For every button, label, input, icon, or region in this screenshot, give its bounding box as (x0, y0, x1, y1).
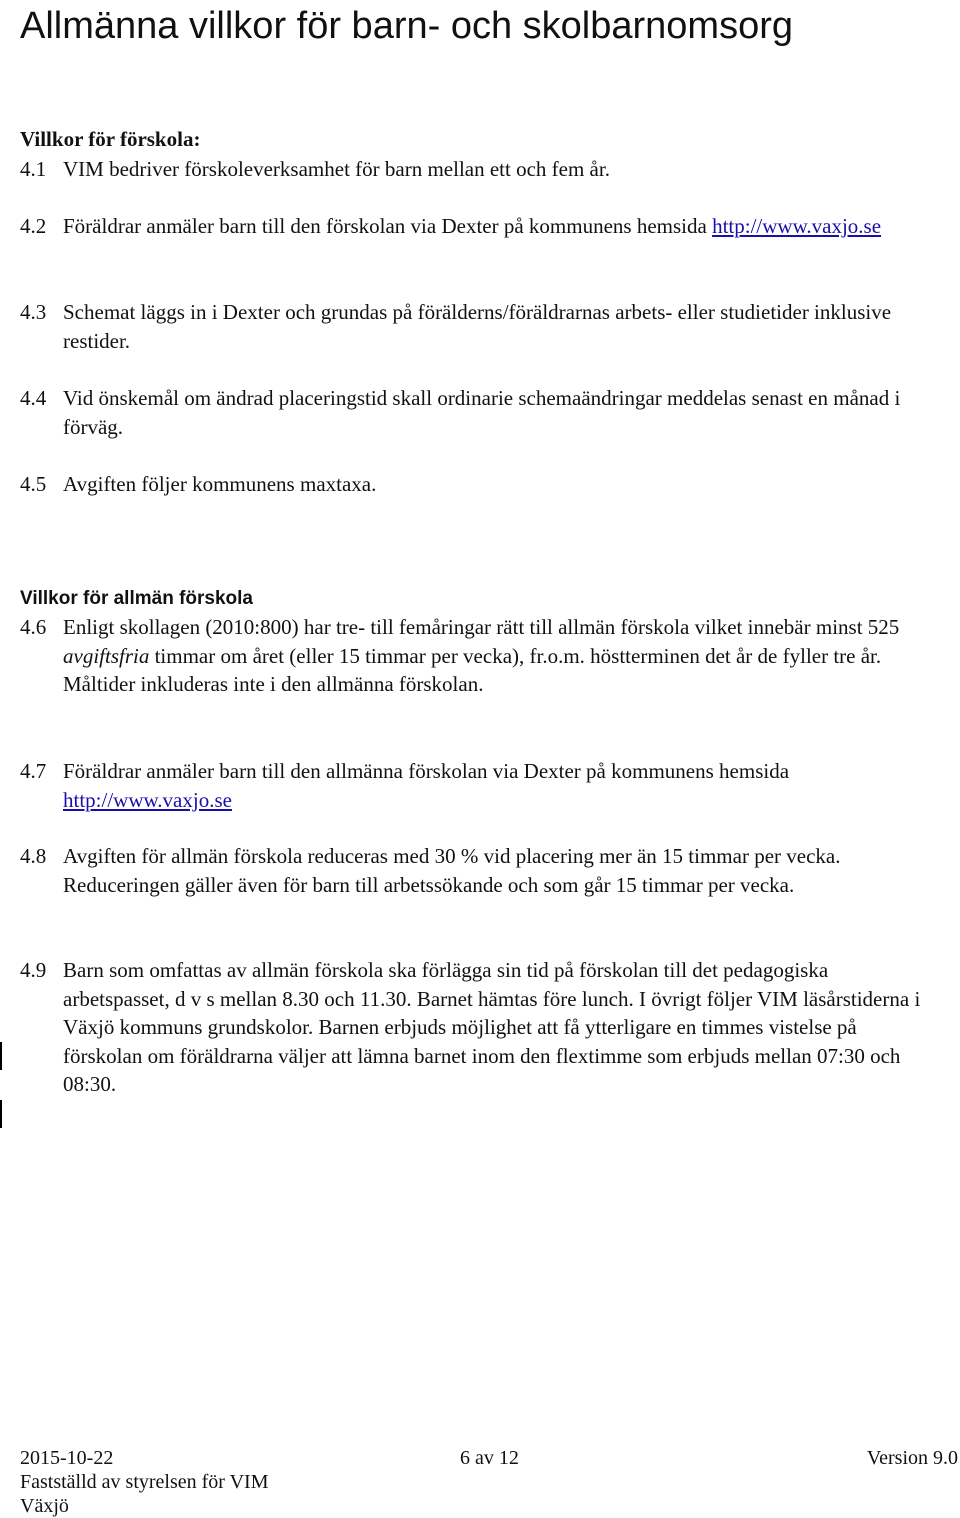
item-text: Enligt skollagen (2010:800) har tre- till femåringar rätt till allmän förskola vilket innebär minst 525 (63, 615, 900, 639)
item-text: Avgiften för allmän förskola reduceras med 30 % vid placering mer än 15 timmar per vecka. Reduceringen gäller även för barn till arbetssökande och som går 15 timmar per vecka. (63, 844, 841, 897)
list-item-4-9 (20, 956, 940, 1099)
item-number: 4.2 (20, 214, 47, 238)
revision-change-bar (0, 1042, 2, 1070)
item-number: 4.6 (20, 615, 47, 639)
section-heading-allman-forskola: Villkor för allmän förskola (20, 588, 254, 609)
list-item-4-8 (20, 842, 940, 899)
item-text: Avgiften följer kommunens maxtaxa. (63, 472, 377, 496)
vaxjo-link[interactable]: http://www.vaxjo.se (712, 214, 882, 238)
item-text: Vid önskemål om ändrad placeringstid skall ordinarie schemaändringar meddelas senast en månad i förväg. (63, 386, 901, 439)
list-item-4-7 (20, 757, 940, 814)
footer-date: 2015-10-22 (20, 1447, 114, 1469)
footer-established-by: Fastställd av styrelsen för VIM (20, 1471, 269, 1493)
footer-place: Växjö (20, 1495, 69, 1517)
revision-change-bar (0, 1100, 2, 1128)
item-text: Föräldrar anmäler barn till den förskolan via Dexter på kommunens hemsida (63, 214, 713, 238)
item-number: 4.9 (20, 958, 47, 982)
item-text: Barn som omfattas av allmän förskola ska förlägga sin tid på förskolan till det pedagogiska arbetspasset, d v s mellan 8.30 och 11.30. Barnet hämtas före lunch. I övrigt följer VIM läsårstiderna i Växjö kommuns grundskolor. Barnen erbjuds möjlighet att få ytterligare en timmes vistelse på förskolan om föräldrarna väljer att lämna barnet inom den flextimme som erbjuds mellan 07:30 och 08:30. (63, 958, 921, 1097)
vaxjo-link[interactable]: http://www.vaxjo.se (63, 787, 232, 812)
item-number: 4.7 (20, 759, 47, 783)
list-item-4-3 (20, 298, 940, 355)
item-number: 4.4 (20, 386, 47, 410)
item-text: Föräldrar anmäler barn till den allmänna förskolan via Dexter på kommunens hemsida (63, 759, 790, 783)
item-number: 4.3 (20, 300, 47, 324)
list-item-4-5 (20, 470, 940, 499)
list-item-4-1 (20, 155, 940, 184)
footer-version: Version 9.0 (866, 1447, 958, 1469)
list-item-4-4 (20, 384, 940, 441)
item-number: 4.8 (20, 844, 47, 868)
list-item-4-6 (20, 613, 940, 699)
item-number: 4.1 (20, 157, 47, 181)
item-text: timmar om året (eller 15 timmar per vecka), fr.o.m. höstterminen det år de fyller tre år. Måltider inkluderas inte i den allmänna förskolan. (63, 643, 882, 697)
section-heading-forskola: Villkor för förskola: (20, 127, 201, 151)
list-item-4-2 (20, 212, 940, 241)
item-text: Schemat läggs in i Dexter och grundas på förälderns/föräldrarnas arbets- eller studietider inklusive restider. (63, 300, 892, 353)
item-number: 4.5 (20, 472, 47, 496)
document-title: Allmänna villkor för barn- och skolbarnomsorg (20, 5, 793, 47)
item-text: VIM bedriver förskoleverksamhet för barn mellan ett och fem år. (63, 157, 610, 181)
item-text-emphasis: avgiftsfria (63, 643, 150, 668)
footer-page-number: 6 av 12 (460, 1447, 519, 1469)
